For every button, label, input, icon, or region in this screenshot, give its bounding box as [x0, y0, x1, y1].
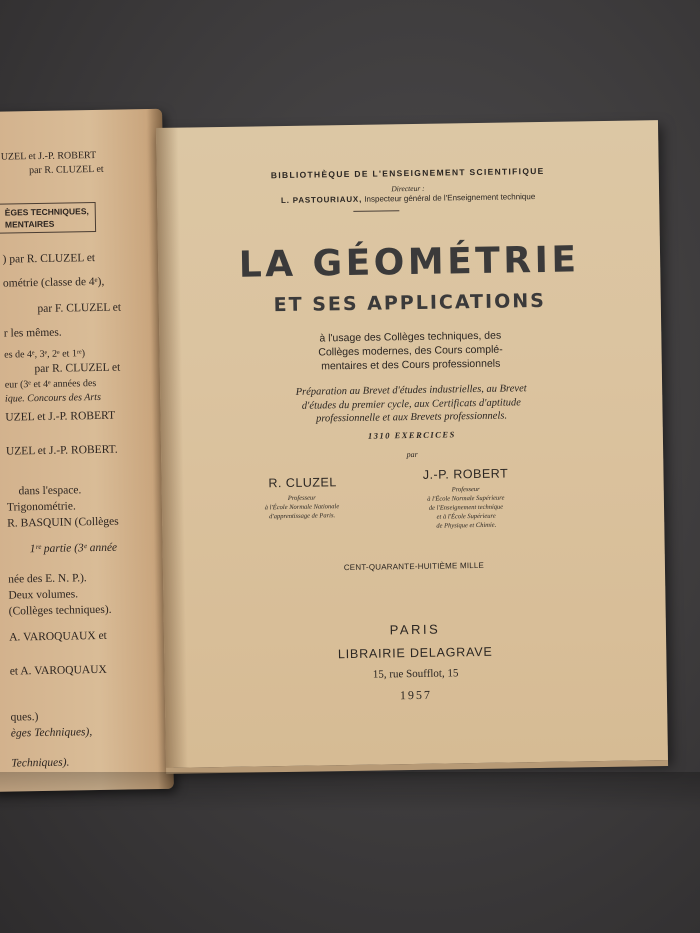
left-page-line: ques.): [10, 711, 39, 724]
left-page-line: ométrie (classe de 4ᵉ),: [2, 275, 105, 290]
left-page-line: A. VAROQUAUX et: [9, 629, 107, 644]
author-title-line: de Physique et Chimie.: [436, 521, 497, 530]
left-page-line: r les mêmes.: [3, 326, 62, 340]
edition-note: CENT-QUARANTE-HUITIÈME MILLE: [343, 560, 485, 573]
left-page-line: ique. Concours des Arts: [4, 391, 102, 405]
left-page-line: 1ʳᵉ partie (3ᵉ année: [29, 541, 118, 556]
left-page-line: es de 4ᵉ, 3ᵉ, 2ᵉ et 1ʳᵉ): [4, 348, 86, 361]
author-title-line: à l'École Normale Supérieure: [427, 494, 505, 503]
author-title-line: de l'Enseignement technique: [428, 503, 504, 512]
left-page-line: par R. CLUZEL et: [34, 361, 121, 376]
author-cluzel-name: R. CLUZEL: [268, 475, 337, 491]
publisher-address: 15, rue Soufflot, 15: [372, 667, 459, 681]
director-role: Inspecteur général de l'Enseignement technique: [364, 192, 536, 204]
author-title-line: d'apprentissage de Paris.: [269, 512, 336, 521]
left-page-line: dans l'espace.: [18, 484, 82, 498]
left-page-line: par R. CLUZEL et: [28, 163, 104, 177]
left-page-line: UZEL et J.-P. ROBERT: [5, 409, 116, 424]
left-page-line: (Collèges techniques).: [8, 603, 112, 618]
left-page-line: Deux volumes.: [8, 588, 79, 602]
series-name: BIBLIOTHÈQUE DE L'ENSEIGNEMENT SCIENTIFIQUE: [270, 165, 545, 181]
left-page-line: née des E. N. P.).: [8, 572, 87, 586]
by-label: par: [406, 449, 418, 460]
divider-rule: [353, 210, 399, 212]
publisher-city: PARIS: [389, 621, 441, 638]
left-page-boxed-label: [0, 202, 96, 234]
preparation-line: d'études du premier cycle, aux Certificats d'aptitude: [301, 396, 521, 412]
preparation-line: Préparation au Brevet d'études industrielles, au Brevet: [295, 383, 527, 398]
book-shadow: [0, 772, 700, 812]
left-page-line: par F. CLUZEL et: [37, 301, 122, 316]
book-title: LA GÉOMÉTRIE: [238, 239, 580, 286]
title-page: [156, 120, 668, 768]
author-title-line: à l'École Normale Nationale: [264, 503, 340, 512]
usage-line: à l'usage des Collèges techniques, des: [319, 329, 502, 345]
left-page-line: èges Techniques),: [10, 726, 93, 740]
left-page-line: et A. VAROQUAUX: [9, 663, 107, 678]
preparation-paragraph: [160, 380, 663, 428]
usage-paragraph: [159, 326, 662, 376]
author-title-line: Professeur: [451, 485, 480, 494]
author-title-line: et à l'École Supérieure: [436, 512, 496, 521]
preparation-line: professionnelle et aux Brevets professionnels.: [315, 410, 508, 425]
publication-year: 1957: [399, 687, 433, 703]
left-page-line: R. BASQUIN (Collèges: [7, 515, 119, 530]
usage-line: Collèges modernes, des Cours complé-: [318, 343, 503, 359]
author-title-line: Professeur: [287, 494, 316, 502]
left-page-line: ) par R. CLUZEL et: [2, 252, 96, 266]
director-label: Directeur :: [391, 183, 425, 194]
publisher-name: LIBRAIRIE DELAGRAVE: [337, 644, 493, 662]
left-page-line: UZEL et J.-P. ROBERT: [0, 149, 97, 163]
director-name: L. PASTOURIAUX,: [280, 194, 363, 206]
left-page-line: Techniques).: [11, 756, 70, 770]
author-cluzel-title: [222, 492, 382, 522]
left-page-boxed-line: ÈGES TECHNIQUES,: [4, 206, 89, 218]
author-robert-title: [386, 484, 547, 532]
left-page-line: eur (3ᵉ et 4ᵉ années des: [4, 378, 97, 391]
exercise-count: 1310 EXERCICES: [367, 429, 456, 441]
usage-line: mentaires et des Cours professionnels: [321, 357, 501, 373]
book-subtitle: ET SES APPLICATIONS: [273, 289, 547, 317]
left-page-boxed-line: MENTAIRES: [4, 218, 55, 230]
left-page: [0, 109, 174, 792]
left-page-line: Trigonométrie.: [6, 500, 76, 514]
left-page-line: UZEL et J.-P. ROBERT.: [5, 443, 118, 458]
author-robert-name: J.-P. ROBERT: [422, 466, 509, 482]
